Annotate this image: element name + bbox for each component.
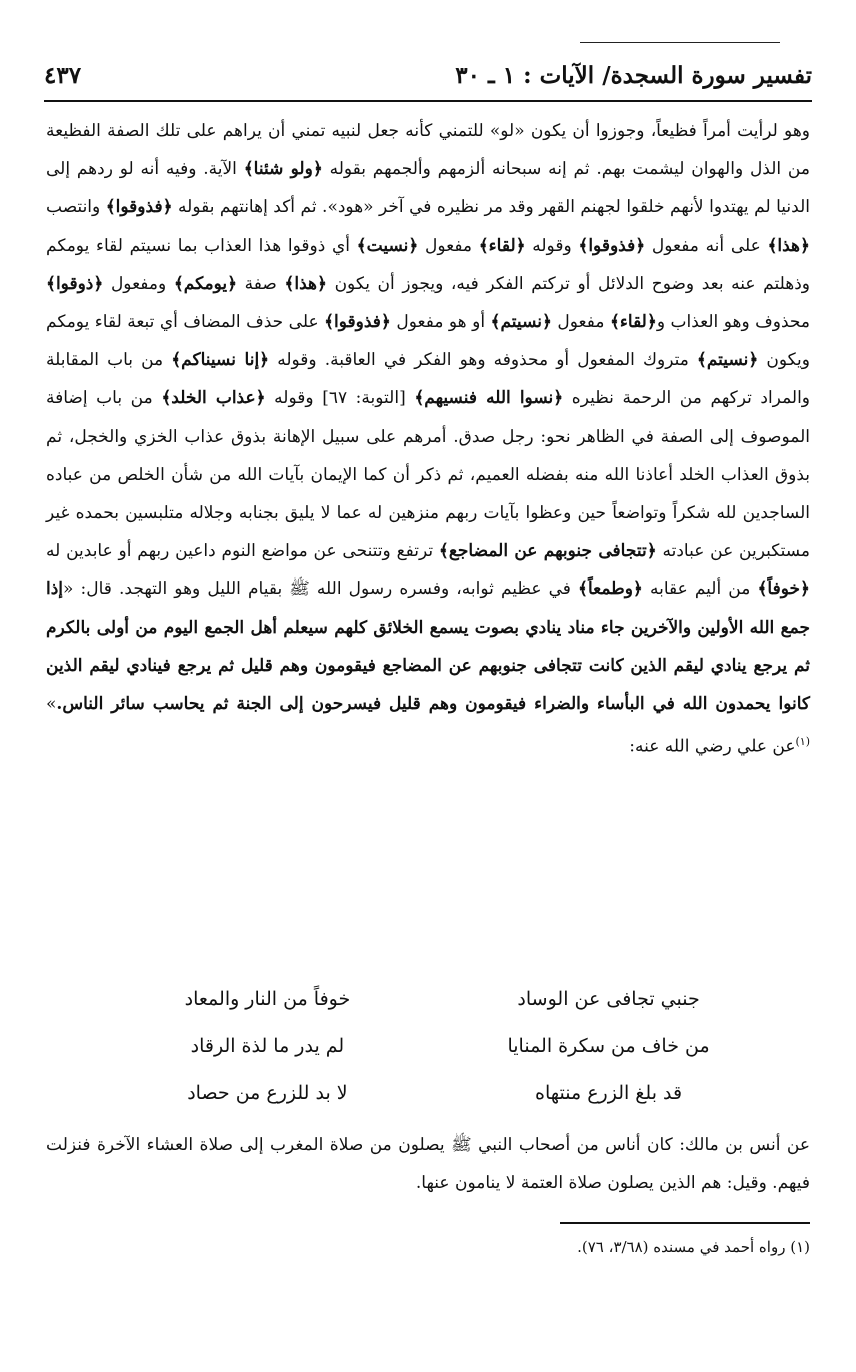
footnote-marker: (١) xyxy=(795,735,810,749)
page-header xyxy=(44,58,812,102)
poem-first-hemistich: قد بلغ الزرع منتهاه xyxy=(535,1081,683,1104)
poem-second-hemistich: لا بد للزرع من حصاد xyxy=(187,1081,348,1104)
top-decorative-rule xyxy=(580,42,780,43)
quran-quote: ﴿نسيتم﴾ xyxy=(696,350,759,371)
main-paragraph xyxy=(46,112,810,766)
quran-quote: ﴿لقاء﴾ xyxy=(609,312,657,333)
poem-block xyxy=(110,975,766,1116)
quran-quote: ﴿خوفاً﴾ xyxy=(757,579,810,600)
poem-line xyxy=(110,975,766,1022)
poem-line xyxy=(110,1022,766,1069)
text-segment: ترتفع وتتنحى عن مواضع النوم داعين ربهم أو عابدين له xyxy=(46,541,439,562)
running-title: تفسير سورة السجدة/ الآيات : ١ ـ ٣٠ xyxy=(455,62,812,89)
quran-quote: ﴿ولو شئنا﴾ xyxy=(243,159,323,180)
text-segment: وانتصب xyxy=(46,197,106,218)
footnote-separator xyxy=(560,1222,810,1224)
text-segment: أو هو مفعول xyxy=(390,312,491,333)
footnote: (١) رواه أحمد في مسنده (٣/٦٨، ٧٦). xyxy=(577,1238,810,1256)
text-segment: في عظيم ثوابه، وفسره رسول الله ﷺ بقيام الليل وهو التهجد. قال: « xyxy=(63,579,578,600)
poem-first-hemistich: من خاف من سكرة المنايا xyxy=(507,1034,710,1057)
text-segment: متروك المفعول أو محذوفه وهو الفكر في العاقبة. وقوله xyxy=(269,350,697,371)
poem-second-hemistich: لم يدر ما لذة الرقاد xyxy=(190,1034,345,1057)
quran-quote: ﴿يومكم﴾ xyxy=(173,273,238,294)
text-segment: على حذف المضاف أي تبعة لقاء يومكم ويكون xyxy=(46,312,810,371)
text-segment: وهو لرأيت أمراً فظيعاً، وجوزوا أن يكون «لو» للتمني كأنه جعل لنبيه تمني أن يراهم على تلك الصفة الفظيعة من الذل والهوان ليشمت بهم. ثم إنه سبحانه ألزمهم وألجمهم بقوله xyxy=(46,121,810,180)
text-segment: مفعول xyxy=(551,312,610,333)
poem-first-hemistich: جنبي تجافى عن الوساد xyxy=(517,987,700,1010)
poem-second-hemistich: خوفاً من النار والمعاد xyxy=(184,987,351,1010)
quran-quote: ﴿ذوقوا﴾ xyxy=(46,273,104,294)
quran-quote: ﴿عذاب الخلد﴾ xyxy=(161,388,266,409)
text-segment: عن علي رضي الله عنه: xyxy=(629,736,796,757)
quran-quote: إذا جمع الله الأولين والآخرين جاء مناد ينادي بصوت يسمع الخلائق كلهم سيعلم أهل الجمع اليوم من أولى بالكرم ثم يرجع ينادي ليقم الذين كانت تتجافى جنوبهم عن المضاجع فيقومون وهم قليل ثم يرجع فينادي ليقم الذين كانوا يحمدون الله في البأساء والضراء فيقومون وهم قليل فيسرحون إلى الجنة ثم يحاسب سائر الناس. xyxy=(46,579,810,715)
text-segment: مفعول xyxy=(418,235,479,256)
text-segment: [التوبة: ٦٧] وقوله xyxy=(265,388,415,409)
poem-line xyxy=(110,1069,766,1116)
quran-quote: ﴿فذوقوا﴾ xyxy=(105,197,173,218)
quran-quote: ﴿وطمعاً﴾ xyxy=(578,579,643,600)
quran-quote: ﴿فذوقوا﴾ xyxy=(324,312,391,333)
text-segment: من باب المقابلة والمراد تركهم من الرحمة نظيره xyxy=(46,350,811,409)
text-segment: » xyxy=(46,694,57,715)
quran-quote: ﴿نسوا الله فنسيهم﴾ xyxy=(414,388,564,409)
text-segment: من باب إضافة الموصوف إلى الصفة في الظاهر نحو: رجل صدق. أمرهم على سبيل الإهانة بذوق عذاب الخزي والخجل، ثم بذوق العذاب الخلد أعاذنا الله منه بفضله العميم، ثم ذكر أن كما الإيمان بآيات الله من شأن الخلص من عباده الساجدين لله شكراً وتواضعاً حين وعظوا بآيات ربهم منزهين له عما لا يليق بجنابه وجلاله متلبسين بحمده غير مستكبرين عن عبادته xyxy=(46,388,811,562)
quran-quote: ﴿نسيت﴾ xyxy=(356,235,419,256)
text-segment: أي ذوقوا هذا العذاب بما نسيتم لقاء يومكم وذهلتم عنه بعد وضوح الدلائل أو تركتم الفكر فيه، ويجوز أن يكون xyxy=(46,235,810,294)
text-segment: الآية. وفيه أنه لو ردهم إلى الدنيا لم يهتدوا لأنهم خلقوا لجهنم القهر وقد مر نظيره في آخر «هود». ثم أكد إهانتهم بقوله xyxy=(46,159,810,218)
text-segment: على أنه مفعول xyxy=(645,235,768,256)
quran-quote: ﴿إنا نسيناكم﴾ xyxy=(171,350,270,371)
text-segment: محذوف وهو العذاب و xyxy=(656,312,810,333)
quran-quote: ﴿تتجافى جنوبهم عن المضاجع﴾ xyxy=(438,541,657,562)
text-segment: وقوله xyxy=(525,235,579,256)
closing-paragraph: عن أنس بن مالك: كان أناس من أصحاب النبي ﷺ يصلون من صلاة المغرب إلى صلاة العشاء الآخرة فنزلت فيهم. وقيل: هم الذين يصلون صلاة العتمة لا ينامون عنها. xyxy=(46,1135,810,1194)
quran-quote: ﴿فذوقوا﴾ xyxy=(578,235,646,256)
quran-quote: ﴿هذا﴾ xyxy=(284,273,327,294)
text-segment: من أليم عقابه xyxy=(642,579,758,600)
text-segment: ومفعول xyxy=(103,273,174,294)
quran-quote: ﴿لقاء﴾ xyxy=(478,235,526,256)
quran-quote: ﴿نسيتم﴾ xyxy=(490,312,552,333)
page-number: ٤٣٧ xyxy=(44,62,82,89)
text-segment: صفة xyxy=(237,273,285,294)
quran-quote: ﴿هذا﴾ xyxy=(767,235,810,256)
